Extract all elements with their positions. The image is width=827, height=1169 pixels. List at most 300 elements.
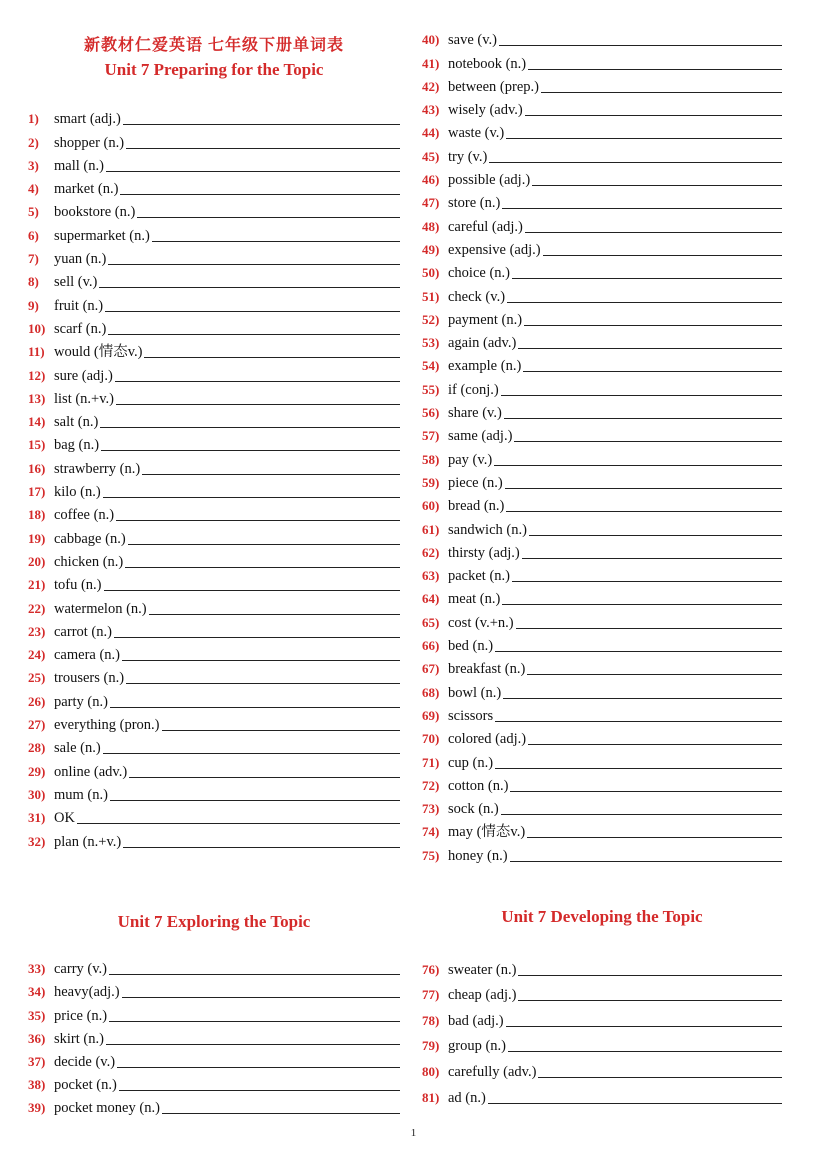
entry-number: 76)	[422, 961, 440, 977]
vocab-entry	[28, 430, 400, 453]
entry-term: mall (n.)	[54, 157, 104, 174]
entry-term: would (情态v.)	[54, 344, 143, 361]
entry-term: expensive (adj.)	[448, 241, 541, 258]
vocab-entry	[422, 165, 782, 188]
vocab-entry	[28, 593, 400, 616]
entry-number: 45)	[422, 148, 440, 164]
entry-number: 71)	[422, 754, 440, 770]
entry-term: bed (n.)	[448, 638, 494, 655]
answer-blank-line[interactable]	[499, 44, 782, 46]
answer-blank-line[interactable]	[518, 347, 782, 349]
vocab-entry	[422, 701, 782, 724]
answer-blank-line[interactable]	[110, 799, 400, 801]
answer-blank-line[interactable]	[120, 193, 400, 195]
vocab-entry	[28, 977, 400, 1000]
vocab-entry	[28, 267, 400, 290]
answer-blank-line[interactable]	[488, 1102, 782, 1104]
answer-blank-line[interactable]	[541, 91, 782, 93]
answer-blank-line[interactable]	[125, 566, 400, 568]
entry-term: yuan (n.)	[54, 251, 107, 268]
entry-number: 12)	[28, 367, 46, 383]
entry-number: 18)	[28, 507, 46, 523]
entry-number: 23)	[28, 623, 46, 639]
answer-blank-line[interactable]	[512, 580, 782, 582]
answer-blank-line[interactable]	[525, 114, 782, 116]
entry-number: 77)	[422, 987, 440, 1003]
answer-blank-line[interactable]	[538, 1076, 782, 1078]
vocab-entry	[28, 1070, 400, 1093]
entry-number: 41)	[422, 55, 440, 71]
vocab-entry	[422, 281, 782, 304]
vocab-entry	[422, 654, 782, 677]
vocab-entry	[422, 118, 782, 141]
entry-number: 81)	[422, 1089, 440, 1105]
entry-number: 39)	[28, 1100, 46, 1116]
vocab-entry	[28, 290, 400, 313]
entry-term: sell (v.)	[54, 274, 98, 291]
entry-number: 40)	[422, 32, 440, 48]
entry-number: 58)	[422, 451, 440, 467]
entry-number: 55)	[422, 381, 440, 397]
entry-term: cotton (n.)	[448, 777, 509, 794]
entry-term: trousers (n.)	[54, 670, 125, 687]
entry-number: 5)	[28, 204, 39, 220]
entry-term: thirsty (adj.)	[448, 544, 520, 561]
vocab-entry	[422, 188, 782, 211]
entry-number: 48)	[422, 218, 440, 234]
entry-term: try (v.)	[448, 148, 488, 165]
entry-number: 24)	[28, 647, 46, 663]
answer-blank-line[interactable]	[126, 682, 400, 684]
entry-number: 7)	[28, 251, 39, 267]
entry-term: pay (v.)	[448, 451, 493, 468]
vocab-entry	[422, 584, 782, 607]
vocab-entry	[422, 211, 782, 234]
entry-term: cup (n.)	[448, 754, 494, 771]
answer-blank-line[interactable]	[529, 534, 782, 536]
vocab-entry	[422, 607, 782, 630]
answer-blank-line[interactable]	[144, 356, 400, 358]
answer-blank-line[interactable]	[117, 1066, 400, 1068]
entry-number: 6)	[28, 227, 39, 243]
entry-number: 36)	[28, 1030, 46, 1046]
answer-blank-line[interactable]	[106, 170, 400, 172]
entry-number: 47)	[422, 195, 440, 211]
answer-blank-line[interactable]	[532, 184, 782, 186]
vocab-entry	[28, 1024, 400, 1047]
entry-number: 44)	[422, 125, 440, 141]
answer-blank-line[interactable]	[518, 974, 782, 976]
vocab-list-preparing	[28, 104, 400, 850]
entry-term: strawberry (n.)	[54, 460, 141, 477]
entry-number: 4)	[28, 181, 39, 197]
vocab-entry	[28, 710, 400, 733]
vocab-entry	[422, 952, 782, 978]
entry-term: mum (n.)	[54, 786, 108, 803]
vocab-entry	[422, 95, 782, 118]
answer-blank-line[interactable]	[103, 496, 400, 498]
entry-term: same (adj.)	[448, 428, 513, 445]
entry-number: 19)	[28, 530, 46, 546]
entry-number: 67)	[422, 661, 440, 677]
entry-term: heavy(adj.)	[54, 984, 120, 1001]
vocab-entry	[422, 305, 782, 328]
vocab-entry	[422, 235, 782, 258]
entry-term: scarf (n.)	[54, 320, 107, 337]
vocab-entry	[422, 978, 782, 1004]
vocab-entry	[28, 244, 400, 267]
answer-blank-line[interactable]	[149, 613, 400, 615]
vocab-entry	[28, 756, 400, 779]
answer-blank-line[interactable]	[495, 650, 782, 652]
entry-term: skirt (n.)	[54, 1030, 104, 1047]
entry-number: 63)	[422, 568, 440, 584]
entry-term: save (v.)	[448, 32, 497, 49]
vocab-entry	[422, 724, 782, 747]
entry-term: payment (n.)	[448, 311, 523, 328]
entry-term: pocket money (n.)	[54, 1100, 160, 1117]
answer-blank-line[interactable]	[152, 240, 400, 242]
vocab-entry	[422, 72, 782, 95]
answer-blank-line[interactable]	[506, 137, 782, 139]
vocab-entry	[28, 570, 400, 593]
answer-blank-line[interactable]	[109, 973, 400, 975]
vocab-entry	[28, 174, 400, 197]
entry-term: bad (adj.)	[448, 1012, 504, 1029]
answer-blank-line[interactable]	[99, 286, 400, 288]
entry-term: decide (v.)	[54, 1053, 116, 1070]
entry-term: store (n.)	[448, 195, 501, 212]
answer-blank-line[interactable]	[510, 860, 782, 862]
entry-term: carrot (n.)	[54, 623, 112, 640]
entry-number: 10)	[28, 320, 46, 336]
entry-number: 78)	[422, 1012, 440, 1028]
vocab-entry	[28, 104, 400, 127]
vocab-entry	[422, 1003, 782, 1029]
answer-blank-line[interactable]	[522, 557, 782, 559]
answer-blank-line[interactable]	[516, 627, 782, 629]
answer-blank-line[interactable]	[123, 846, 400, 848]
entry-term: cost (v.+n.)	[448, 614, 514, 631]
entry-term: coffee (n.)	[54, 507, 115, 524]
answer-blank-line[interactable]	[527, 673, 782, 675]
page-title: 新教材仁爱英语 七年级下册单词表	[83, 37, 344, 54]
entry-term: sale (n.)	[54, 740, 101, 757]
answer-blank-line[interactable]	[506, 510, 782, 512]
entry-term: plan (n.+v.)	[54, 833, 122, 850]
entry-number: 35)	[28, 1007, 46, 1023]
entry-term: possible (adj.)	[448, 172, 531, 189]
answer-blank-line[interactable]	[123, 123, 400, 125]
entry-number: 62)	[422, 544, 440, 560]
vocab-entry	[422, 794, 782, 817]
answer-blank-line[interactable]	[105, 310, 400, 312]
section-title-exploring: Unit 7 Exploring the Topic	[117, 912, 311, 931]
answer-blank-line[interactable]	[116, 519, 400, 521]
answer-blank-line[interactable]	[101, 449, 400, 451]
entry-term: sock (n.)	[448, 801, 499, 818]
vocab-entry	[28, 197, 400, 220]
entry-term: market (n.)	[54, 181, 119, 198]
vocab-entry	[28, 686, 400, 709]
vocab-entry	[28, 640, 400, 663]
vocab-entry	[28, 663, 400, 686]
entry-number: 30)	[28, 786, 46, 802]
entry-term: party (n.)	[54, 693, 108, 710]
entry-number: 79)	[422, 1038, 440, 1054]
entry-number: 25)	[28, 670, 46, 686]
answer-blank-line[interactable]	[528, 68, 782, 70]
entry-number: 14)	[28, 414, 46, 430]
entry-number: 27)	[28, 717, 46, 733]
entry-number: 3)	[28, 157, 39, 173]
answer-blank-line[interactable]	[508, 1050, 782, 1052]
entry-term: wisely (adv.)	[448, 102, 523, 119]
entry-term: salt (n.)	[54, 414, 99, 431]
entry-term: tofu (n.)	[54, 577, 102, 594]
entry-term: bowl (n.)	[448, 684, 502, 701]
entry-term: sure (adj.)	[54, 367, 113, 384]
page-number: 1	[410, 1127, 417, 1139]
answer-blank-line[interactable]	[104, 589, 400, 591]
vocab-entry	[422, 1029, 782, 1055]
answer-blank-line[interactable]	[142, 473, 400, 475]
vocab-entry	[422, 840, 782, 863]
answer-blank-line[interactable]	[110, 706, 400, 708]
entry-number: 28)	[28, 740, 46, 756]
answer-blank-line[interactable]	[502, 603, 782, 605]
vocab-list-preparing-continued	[422, 25, 782, 864]
answer-blank-line[interactable]	[103, 752, 400, 754]
entry-number: 52)	[422, 311, 440, 327]
entry-term: cabbage (n.)	[54, 530, 126, 547]
entry-number: 9)	[28, 297, 39, 313]
entry-term: group (n.)	[448, 1038, 506, 1055]
answer-blank-line[interactable]	[129, 776, 400, 778]
entry-number: 56)	[422, 405, 440, 421]
entry-term: bag (n.)	[54, 437, 100, 454]
answer-blank-line[interactable]	[504, 417, 782, 419]
answer-blank-line[interactable]	[119, 1089, 400, 1091]
section-title-preparing: Unit 7 Preparing for the Topic	[104, 60, 324, 79]
vocab-entry	[422, 351, 782, 374]
entry-number: 22)	[28, 600, 46, 616]
vocab-entry	[422, 1054, 782, 1080]
vocab-entry	[28, 477, 400, 500]
entry-number: 49)	[422, 241, 440, 257]
answer-blank-line[interactable]	[527, 836, 782, 838]
entry-term: chicken (n.)	[54, 553, 124, 570]
answer-blank-line[interactable]	[495, 720, 782, 722]
vocab-entry	[422, 444, 782, 467]
answer-blank-line[interactable]	[162, 729, 401, 731]
vocab-entry	[422, 1080, 782, 1106]
vocab-entry	[28, 826, 400, 849]
entry-term: notebook (n.)	[448, 55, 527, 72]
answer-blank-line[interactable]	[128, 543, 400, 545]
entry-term: colored (adj.)	[448, 731, 527, 748]
answer-blank-line[interactable]	[512, 277, 782, 279]
entry-term: meat (n.)	[448, 591, 501, 608]
entry-term: choice (n.)	[448, 265, 510, 282]
entry-term: watermelon (n.)	[54, 600, 147, 617]
entry-number: 26)	[28, 693, 46, 709]
vocab-entry	[28, 803, 400, 826]
vocab-entry	[422, 747, 782, 770]
answer-blank-line[interactable]	[489, 161, 782, 163]
answer-blank-line[interactable]	[518, 999, 782, 1001]
vocab-entry	[422, 677, 782, 700]
answer-blank-line[interactable]	[543, 254, 782, 256]
entry-term: shopper (n.)	[54, 134, 125, 151]
entry-number: 20)	[28, 553, 46, 569]
entry-term: carry (v.)	[54, 961, 107, 978]
entry-number: 17)	[28, 484, 46, 500]
entry-number: 38)	[28, 1077, 46, 1093]
entry-number: 54)	[422, 358, 440, 374]
answer-blank-line[interactable]	[115, 380, 400, 382]
answer-blank-line[interactable]	[116, 403, 400, 405]
vocab-entry	[28, 954, 400, 977]
vocab-entry	[28, 453, 400, 476]
answer-blank-line[interactable]	[510, 790, 782, 792]
vocab-entry	[28, 360, 400, 383]
vocab-entry	[422, 771, 782, 794]
answer-blank-line[interactable]	[106, 1043, 400, 1045]
entry-number: 32)	[28, 833, 46, 849]
entry-number: 66)	[422, 638, 440, 654]
answer-blank-line[interactable]	[77, 822, 400, 824]
entry-number: 11)	[28, 344, 45, 360]
vocab-entry	[28, 384, 400, 407]
vocab-entry	[422, 538, 782, 561]
entry-term: bookstore (n.)	[54, 204, 136, 221]
answer-blank-line[interactable]	[528, 743, 782, 745]
entry-term: carefully (adv.)	[448, 1063, 537, 1080]
vocab-entry	[28, 337, 400, 360]
entry-term: OK	[54, 810, 75, 827]
entry-number: 80)	[422, 1063, 440, 1079]
entry-number: 64)	[422, 591, 440, 607]
entry-number: 50)	[422, 265, 440, 281]
entry-number: 68)	[422, 684, 440, 700]
entry-term: smart (adj.)	[54, 111, 121, 128]
answer-blank-line[interactable]	[524, 324, 782, 326]
answer-blank-line[interactable]	[501, 813, 782, 815]
answer-blank-line[interactable]	[514, 440, 782, 442]
entry-number: 53)	[422, 335, 440, 351]
answer-blank-line[interactable]	[507, 301, 782, 303]
vocab-entry	[422, 141, 782, 164]
entry-number: 46)	[422, 172, 440, 188]
vocab-list-exploring	[28, 954, 400, 1116]
answer-blank-line[interactable]	[162, 1112, 400, 1114]
entry-number: 34)	[28, 984, 46, 1000]
entry-term: example (n.)	[448, 358, 522, 375]
entry-number: 1)	[28, 111, 39, 127]
vocab-entry	[422, 817, 782, 840]
entry-term: cheap (adj.)	[448, 987, 517, 1004]
entry-term: sandwich (n.)	[448, 521, 527, 538]
answer-blank-line[interactable]	[523, 370, 782, 372]
vocab-list-developing	[422, 952, 782, 1106]
vocab-entry	[28, 1093, 400, 1116]
vocab-entry	[422, 398, 782, 421]
answer-blank-line[interactable]	[108, 263, 400, 265]
vocab-entry	[422, 374, 782, 397]
vocab-entry	[422, 328, 782, 351]
vocab-entry	[422, 631, 782, 654]
entry-term: online (adv.)	[54, 763, 128, 780]
vocab-entry	[28, 127, 400, 150]
answer-blank-line[interactable]	[122, 659, 400, 661]
vocab-entry	[28, 407, 400, 430]
vocab-entry	[422, 561, 782, 584]
answer-blank-line[interactable]	[126, 147, 400, 149]
entry-term: scissors	[448, 707, 494, 724]
entry-term: careful (adj.)	[448, 218, 523, 235]
entry-term: again (adv.)	[448, 335, 517, 352]
entry-number: 69)	[422, 707, 440, 723]
vocab-entry	[422, 258, 782, 281]
entry-term: between (prep.)	[448, 78, 539, 95]
entry-number: 59)	[422, 474, 440, 490]
entry-term: share (v.)	[448, 405, 502, 422]
entry-number: 37)	[28, 1053, 46, 1069]
entry-number: 2)	[28, 134, 39, 150]
entry-term: kilo (n.)	[54, 484, 101, 501]
entry-number: 15)	[28, 437, 46, 453]
entry-number: 43)	[422, 102, 440, 118]
entry-number: 29)	[28, 763, 46, 779]
entry-term: ad (n.)	[448, 1089, 486, 1106]
entry-number: 57)	[422, 428, 440, 444]
entry-term: bread (n.)	[448, 498, 505, 515]
vocab-entry	[422, 468, 782, 491]
answer-blank-line[interactable]	[506, 1025, 782, 1027]
entry-number: 60)	[422, 498, 440, 514]
answer-blank-line[interactable]	[122, 996, 400, 998]
vocab-entry	[422, 514, 782, 537]
answer-blank-line[interactable]	[501, 394, 782, 396]
answer-blank-line[interactable]	[100, 426, 400, 428]
entry-term: packet (n.)	[448, 568, 510, 585]
answer-blank-line[interactable]	[502, 207, 782, 209]
vocab-entry	[422, 25, 782, 48]
entry-number: 74)	[422, 824, 440, 840]
answer-blank-line[interactable]	[108, 333, 400, 335]
entry-term: price (n.)	[54, 1007, 108, 1024]
entry-term: piece (n.)	[448, 474, 503, 491]
answer-blank-line[interactable]	[525, 231, 782, 233]
answer-blank-line[interactable]	[137, 216, 400, 218]
answer-blank-line[interactable]	[505, 487, 782, 489]
entry-number: 31)	[28, 810, 46, 826]
answer-blank-line[interactable]	[494, 464, 782, 466]
answer-blank-line[interactable]	[495, 767, 782, 769]
vocab-entry	[422, 48, 782, 71]
answer-blank-line[interactable]	[109, 1020, 400, 1022]
vocab-entry	[422, 421, 782, 444]
answer-blank-line[interactable]	[114, 636, 400, 638]
vocab-entry	[28, 1047, 400, 1070]
vocab-entry	[28, 523, 400, 546]
vocab-entry	[28, 733, 400, 756]
answer-blank-line[interactable]	[503, 697, 782, 699]
entry-term: fruit (n.)	[54, 297, 104, 314]
entry-term: list (n.+v.)	[54, 390, 114, 407]
entry-number: 61)	[422, 521, 440, 537]
